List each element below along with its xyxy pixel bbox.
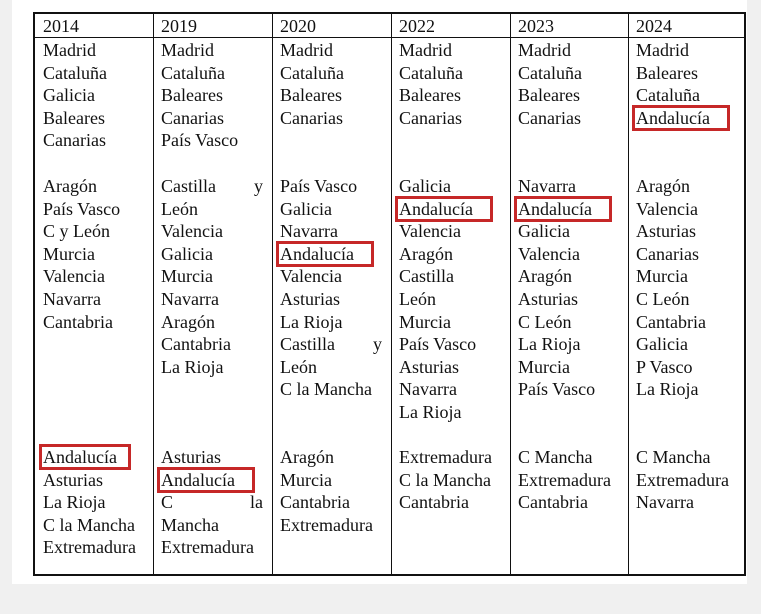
region-entry: Murcia: [518, 356, 570, 377]
region-entry: Murcia: [280, 469, 332, 490]
region-entry: Cataluña: [636, 85, 700, 106]
region-entry: País Vasco: [399, 334, 477, 355]
region-entry: Galicia: [43, 85, 95, 106]
column-header-year: 2024: [636, 16, 672, 36]
region-entry: Castilla y: [161, 176, 263, 196]
region-entry: Aragón: [518, 266, 572, 287]
region-entry: Asturias: [43, 469, 103, 490]
region-entry: Navarra: [636, 492, 694, 513]
region-entry: Navarra: [399, 379, 457, 400]
region-entry: Aragón: [161, 311, 215, 332]
region-entry: C la Mancha: [280, 379, 372, 400]
region-entry: Extremadura: [161, 537, 254, 558]
region-entry: Madrid: [518, 40, 571, 60]
region-entry: Galicia: [161, 243, 213, 264]
region-entry: Valencia: [636, 198, 698, 219]
region-entry: Murcia: [399, 311, 451, 332]
region-entry: C la Mancha: [399, 469, 491, 490]
region-entry: C León: [518, 311, 572, 332]
region-entry: Andalucía: [161, 469, 235, 490]
region-entry: Murcia: [161, 266, 213, 287]
region-entry: Andalucía: [43, 447, 117, 467]
region-entry: Aragón: [636, 176, 690, 196]
ranking-table: [33, 12, 746, 576]
region-entry: Extremadura: [636, 469, 729, 490]
region-entry: Canarias: [518, 107, 581, 128]
column-divider: [628, 14, 629, 574]
region-entry: Galicia: [518, 221, 570, 242]
region-entry: País Vasco: [43, 198, 121, 219]
region-entry: Valencia: [43, 266, 105, 287]
column-divider: [391, 14, 392, 574]
region-entry: C León: [636, 289, 690, 309]
region-entry: Canarias: [636, 243, 699, 264]
region-entry: C y León: [43, 221, 110, 242]
region-entry: León: [399, 289, 436, 309]
region-entry: Madrid: [280, 40, 333, 60]
document-page: [12, 0, 747, 584]
region-entry: Aragón: [280, 447, 334, 467]
region-entry: Galicia: [280, 198, 332, 219]
region-entry: C Mancha: [518, 447, 593, 467]
region-entry: Castilla y: [280, 334, 382, 355]
region-entry: Canarias: [399, 107, 462, 128]
region-entry: Asturias: [636, 221, 696, 242]
region-entry: Cantabria: [518, 492, 588, 513]
column-header-year: 2022: [399, 16, 435, 36]
region-entry: Murcia: [636, 266, 688, 287]
region-entry: Navarra: [161, 289, 219, 309]
region-entry: Asturias: [161, 447, 221, 467]
region-entry: Navarra: [280, 221, 338, 242]
region-entry: Cataluña: [280, 62, 344, 83]
region-entry: León: [280, 356, 317, 377]
region-entry: Valencia: [399, 221, 461, 242]
region-entry: La Rioja: [636, 379, 699, 400]
region-entry: P Vasco: [636, 356, 693, 377]
column-divider: [272, 14, 273, 574]
region-entry: Cantabria: [43, 311, 113, 332]
region-entry: Aragón: [43, 176, 97, 196]
region-entry: Navarra: [43, 289, 101, 309]
region-entry: Baleares: [43, 107, 105, 128]
region-entry: Galicia: [636, 334, 688, 355]
region-entry: La Rioja: [518, 334, 581, 355]
region-entry: Cantabria: [399, 492, 469, 513]
region-entry: Andalucía: [636, 107, 710, 128]
region-entry: Madrid: [161, 40, 214, 60]
region-entry: Madrid: [43, 40, 96, 60]
region-entry: León: [161, 198, 198, 219]
region-entry: Extremadura: [399, 447, 492, 467]
region-entry: Galicia: [399, 176, 451, 196]
region-entry: Baleares: [518, 85, 580, 106]
region-entry: Madrid: [399, 40, 452, 60]
region-entry: Canarias: [280, 107, 343, 128]
region-entry: Valencia: [280, 266, 342, 287]
region-entry: Baleares: [399, 85, 461, 106]
region-entry: C Mancha: [636, 447, 711, 467]
region-entry: Andalucía: [518, 198, 592, 219]
region-entry: Canarias: [161, 107, 224, 128]
header-divider: [35, 37, 744, 38]
region-entry: Extremadura: [43, 537, 136, 558]
region-entry: País Vasco: [518, 379, 596, 400]
region-entry: Cataluña: [518, 62, 582, 83]
region-entry: Aragón: [399, 243, 453, 264]
region-entry: Extremadura: [280, 514, 373, 535]
region-entry: C la: [161, 492, 263, 513]
region-entry: País Vasco: [161, 130, 239, 151]
region-entry: Murcia: [43, 243, 95, 264]
region-entry: Cantabria: [280, 492, 350, 513]
column-divider: [510, 14, 511, 574]
region-entry: Cataluña: [43, 62, 107, 83]
region-entry: Asturias: [280, 289, 340, 309]
region-entry: Cataluña: [161, 62, 225, 83]
region-entry: Cantabria: [161, 334, 231, 355]
region-entry: La Rioja: [280, 311, 343, 332]
column-header-year: 2023: [518, 16, 554, 36]
region-entry: Baleares: [636, 62, 698, 83]
region-entry: Baleares: [161, 85, 223, 106]
region-entry: Cataluña: [399, 62, 463, 83]
column-header-year: 2019: [161, 16, 197, 36]
region-entry: País Vasco: [280, 176, 358, 196]
region-entry: Valencia: [161, 221, 223, 242]
region-entry: Canarias: [43, 130, 106, 151]
region-entry: Andalucía: [280, 243, 354, 264]
region-entry: Extremadura: [518, 469, 611, 490]
region-entry: C la Mancha: [43, 514, 135, 535]
region-entry: Mancha: [161, 514, 219, 535]
region-entry: Asturias: [399, 356, 459, 377]
region-entry: Navarra: [518, 176, 576, 196]
region-entry: La Rioja: [43, 492, 106, 513]
region-entry: Andalucía: [399, 198, 473, 219]
column-header-year: 2014: [43, 16, 79, 36]
region-entry: Valencia: [518, 243, 580, 264]
column-header-year: 2020: [280, 16, 316, 36]
region-entry: Asturias: [518, 289, 578, 309]
region-entry: La Rioja: [399, 402, 462, 422]
region-entry: Cantabria: [636, 311, 706, 332]
region-entry: Madrid: [636, 40, 689, 60]
region-entry: Castilla: [399, 266, 454, 287]
region-entry: Baleares: [280, 85, 342, 106]
region-entry: La Rioja: [161, 356, 224, 377]
column-divider: [153, 14, 154, 574]
